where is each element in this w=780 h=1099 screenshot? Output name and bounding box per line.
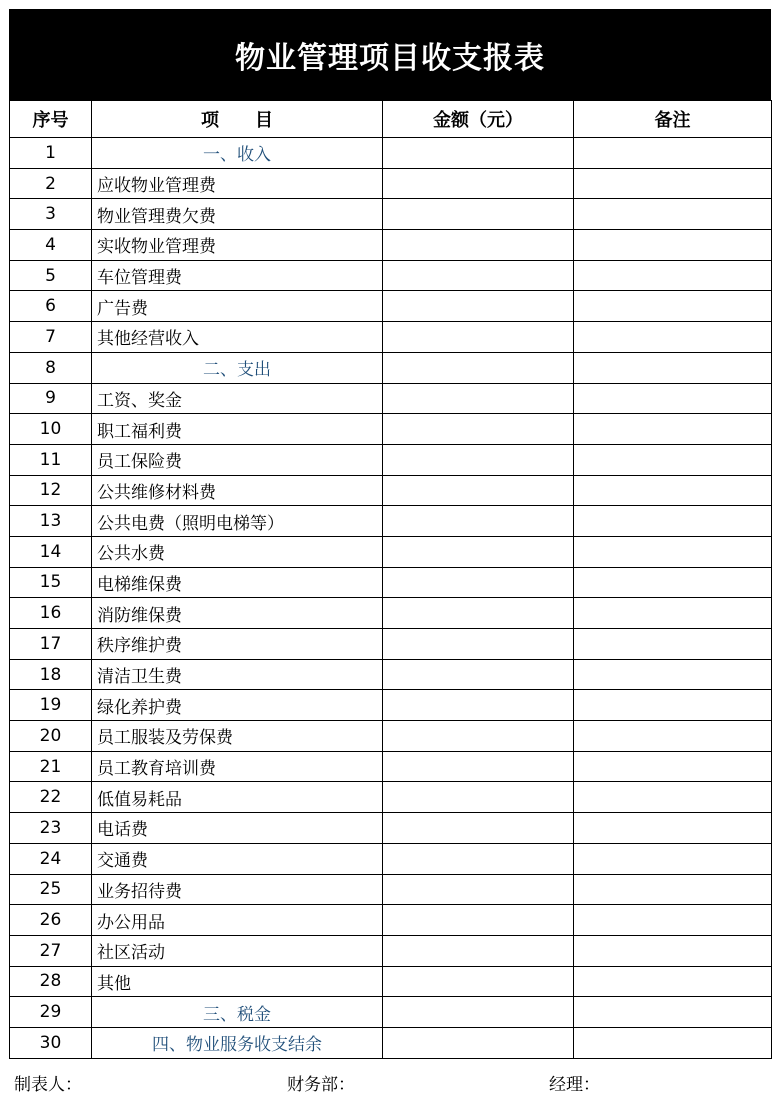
table-row (10, 260, 772, 291)
remark-cell[interactable] (574, 1027, 772, 1058)
row-number: 24 (10, 843, 92, 874)
amount-cell[interactable] (383, 291, 574, 322)
row-number: 25 (10, 874, 92, 905)
row-number: 22 (10, 782, 92, 813)
row-item-label: 职工福利费 (92, 414, 383, 445)
table-row (10, 444, 772, 475)
remark-cell[interactable] (574, 874, 772, 905)
signature-footer (14, 1070, 774, 1094)
remark-cell[interactable] (574, 536, 772, 567)
amount-cell[interactable] (383, 659, 574, 690)
row-number: 27 (10, 935, 92, 966)
row-item-label: 工资、奖金 (92, 383, 383, 414)
amount-cell[interactable] (383, 905, 574, 936)
row-item-label: 业务招待费 (92, 874, 383, 905)
amount-cell[interactable] (383, 444, 574, 475)
remark-cell[interactable] (574, 567, 772, 598)
row-number: 14 (10, 536, 92, 567)
table-row (10, 935, 772, 966)
row-number: 16 (10, 598, 92, 629)
table-row (10, 690, 772, 721)
remark-cell[interactable] (574, 813, 772, 844)
row-number: 19 (10, 690, 92, 721)
table-header-row (10, 101, 772, 138)
amount-cell[interactable] (383, 966, 574, 997)
row-item-label: 其他 (92, 966, 383, 997)
amount-cell[interactable] (383, 506, 574, 537)
table-row (10, 782, 772, 813)
table-row (10, 1027, 772, 1058)
preparer-label: 制表人： (14, 1075, 82, 1095)
table-row (10, 721, 772, 752)
remark-cell[interactable] (574, 659, 772, 690)
row-number: 15 (10, 567, 92, 598)
amount-cell[interactable] (383, 721, 574, 752)
amount-cell[interactable] (383, 536, 574, 567)
row-item-label: 其他经营收入 (92, 322, 383, 353)
amount-cell[interactable] (383, 935, 574, 966)
row-item-label: 交通费 (92, 843, 383, 874)
amount-cell[interactable] (383, 352, 574, 383)
amount-cell[interactable] (383, 168, 574, 199)
row-item-label: 公共水费 (92, 536, 383, 567)
amount-cell[interactable] (383, 322, 574, 353)
remark-cell[interactable] (574, 629, 772, 660)
table-row (10, 567, 772, 598)
table-row (10, 536, 772, 567)
remark-cell[interactable] (574, 598, 772, 629)
table-row (10, 506, 772, 537)
row-item-label: 物业管理费欠费 (92, 199, 383, 230)
row-number: 10 (10, 414, 92, 445)
table-row (10, 352, 772, 383)
amount-cell[interactable] (383, 598, 574, 629)
row-item-label: 员工服装及劳保费 (92, 721, 383, 752)
row-item-label: 社区活动 (92, 935, 383, 966)
row-number: 1 (10, 138, 92, 169)
row-item-label: 员工教育培训费 (92, 751, 383, 782)
header-item: 项 目 (92, 101, 383, 138)
remark-cell[interactable] (574, 721, 772, 752)
report-sheet (9, 9, 771, 1059)
row-number: 6 (10, 291, 92, 322)
row-item-label: 秩序维护费 (92, 629, 383, 660)
row-item-label: 电话费 (92, 813, 383, 844)
row-item-label: 实收物业管理费 (92, 230, 383, 261)
row-number: 26 (10, 905, 92, 936)
amount-cell[interactable] (383, 475, 574, 506)
row-item-label: 广告费 (92, 291, 383, 322)
section-heading: 四、物业服务收支结余 (92, 1027, 383, 1058)
remark-cell[interactable] (574, 383, 772, 414)
report-table (9, 100, 772, 1059)
remark-cell[interactable] (574, 843, 772, 874)
row-number: 28 (10, 966, 92, 997)
amount-cell[interactable] (383, 414, 574, 445)
row-item-label: 清洁卫生费 (92, 659, 383, 690)
row-number: 2 (10, 168, 92, 199)
amount-cell[interactable] (383, 690, 574, 721)
row-number: 13 (10, 506, 92, 537)
section-heading: 三、税金 (92, 997, 383, 1028)
table-row (10, 230, 772, 261)
row-number: 18 (10, 659, 92, 690)
remark-cell[interactable] (574, 690, 772, 721)
row-number: 17 (10, 629, 92, 660)
table-row (10, 414, 772, 445)
row-number: 20 (10, 721, 92, 752)
row-number: 21 (10, 751, 92, 782)
row-item-label: 电梯维保费 (92, 567, 383, 598)
remark-cell[interactable] (574, 966, 772, 997)
remark-cell[interactable] (574, 291, 772, 322)
row-item-label: 消防维保费 (92, 598, 383, 629)
table-row (10, 997, 772, 1028)
table-row (10, 383, 772, 414)
row-number: 30 (10, 1027, 92, 1058)
row-item-label: 低值易耗品 (92, 782, 383, 813)
remark-cell[interactable] (574, 352, 772, 383)
table-row (10, 291, 772, 322)
row-item-label: 办公用品 (92, 905, 383, 936)
remark-cell[interactable] (574, 905, 772, 936)
manager-label: 经理： (549, 1075, 600, 1095)
table-row (10, 199, 772, 230)
header-amount: 金额（元） (383, 101, 574, 138)
table-row (10, 629, 772, 660)
header-remark: 备注 (574, 101, 772, 138)
remark-cell[interactable] (574, 168, 772, 199)
amount-cell[interactable] (383, 997, 574, 1028)
amount-cell[interactable] (383, 629, 574, 660)
amount-cell[interactable] (383, 813, 574, 844)
remark-cell[interactable] (574, 506, 772, 537)
remark-cell[interactable] (574, 260, 772, 291)
table-row (10, 966, 772, 997)
row-number: 12 (10, 475, 92, 506)
amount-cell[interactable] (383, 138, 574, 169)
row-item-label: 公共维修材料费 (92, 475, 383, 506)
remark-cell[interactable] (574, 782, 772, 813)
remark-cell[interactable] (574, 997, 772, 1028)
row-item-label: 员工保险费 (92, 444, 383, 475)
row-number: 5 (10, 260, 92, 291)
row-number: 8 (10, 352, 92, 383)
row-number: 7 (10, 322, 92, 353)
row-number: 23 (10, 813, 92, 844)
remark-cell[interactable] (574, 935, 772, 966)
remark-cell[interactable] (574, 444, 772, 475)
table-row (10, 659, 772, 690)
row-number: 29 (10, 997, 92, 1028)
amount-cell[interactable] (383, 230, 574, 261)
amount-cell[interactable] (383, 1027, 574, 1058)
row-number: 11 (10, 444, 92, 475)
amount-cell[interactable] (383, 782, 574, 813)
table-row (10, 138, 772, 169)
table-row (10, 751, 772, 782)
table-row (10, 598, 772, 629)
header-no: 序号 (10, 101, 92, 138)
amount-cell[interactable] (383, 199, 574, 230)
amount-cell[interactable] (383, 567, 574, 598)
table-row (10, 874, 772, 905)
row-number: 4 (10, 230, 92, 261)
row-item-label: 应收物业管理费 (92, 168, 383, 199)
remark-cell[interactable] (574, 475, 772, 506)
remark-cell[interactable] (574, 414, 772, 445)
amount-cell[interactable] (383, 874, 574, 905)
table-row (10, 905, 772, 936)
row-number: 9 (10, 383, 92, 414)
amount-cell[interactable] (383, 843, 574, 874)
table-row (10, 813, 772, 844)
section-heading: 二、支出 (92, 352, 383, 383)
row-item-label: 绿化养护费 (92, 690, 383, 721)
remark-cell[interactable] (574, 751, 772, 782)
amount-cell[interactable] (383, 260, 574, 291)
remark-cell[interactable] (574, 322, 772, 353)
table-row (10, 322, 772, 353)
amount-cell[interactable] (383, 751, 574, 782)
table-row (10, 475, 772, 506)
remark-cell[interactable] (574, 230, 772, 261)
amount-cell[interactable] (383, 383, 574, 414)
row-item-label: 公共电费（照明电梯等） (92, 506, 383, 537)
report-title: 物业管理项目收支报表 (9, 9, 771, 100)
row-item-label: 车位管理费 (92, 260, 383, 291)
remark-cell[interactable] (574, 199, 772, 230)
row-number: 3 (10, 199, 92, 230)
remark-cell[interactable] (574, 138, 772, 169)
table-row (10, 843, 772, 874)
section-heading: 一、收入 (92, 138, 383, 169)
table-row (10, 168, 772, 199)
finance-label: 财务部： (287, 1075, 355, 1095)
